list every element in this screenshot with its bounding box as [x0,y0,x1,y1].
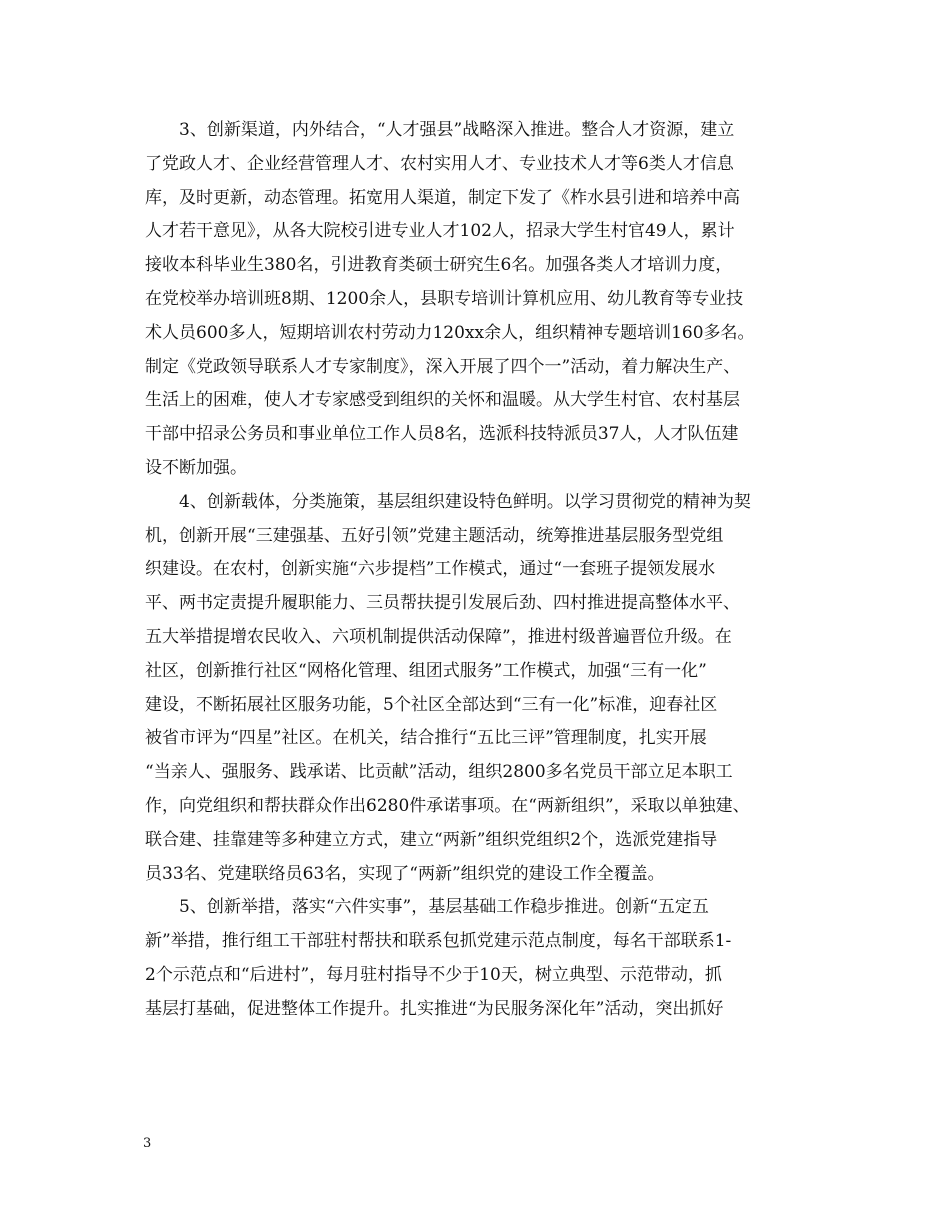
text-line: 4、创新载体，分类施策，基层组织建设特色鲜明。以学习贯彻党的精神为契 [179,491,751,512]
text-line: 人才若干意见》，从各大院校引进专业人才102人，招录大学生村官49人，累计 [145,221,735,242]
text-line: 设不断加强。 [145,457,247,478]
text-line: “当亲人、强服务、践承诺、比贡献”活动，组织2800多名党员干部立足本职工 [145,762,733,783]
text-line: 接收本科毕业生380名，引进教育类硕士研究生6名。加强各类人才培训力度， [145,255,733,276]
text-line: 社区，创新推行社区“网格化管理、组团式服务”工作模式，加强“三有一化” [145,660,707,681]
text-line: 联合建、挂靠建等多种建立方式，建立“两新”组织党组织2个，选派党建指导 [145,829,718,850]
text-line: 基层打基础，促进整体工作提升。扎实推进“为民服务深化年”活动，突出抓好 [145,998,724,1019]
text-line: 织建设。在农村，创新实施“六步提档”工作模式，通过“一套班子提领发展水 [145,559,716,580]
text-line: 制定《党政领导联系人才专家制度》，深入开展了四个一”活动，着力解决生产、 [145,356,741,377]
text-line: 5、创新举措，落实“六件实事”，基层基础工作稳步推进。创新“五定五 [179,897,709,918]
text-line: 3、创新渠道，内外结合，“人才强县”战略深入推进。整合人才资源，建立 [179,120,735,140]
text-line: 作，向党组织和帮扶群众作出6280件承诺事项。在“两新组织”，采取以单独建、 [145,795,750,816]
text-line: 建设，不断拓展社区服务功能，5个社区全部达到“三有一化”标准，迎春社区 [145,694,718,715]
text-line: 平、两书定责提升履职能力、三员帮扶提引发展后劲、四村推进提高整体水平、 [145,593,740,614]
page-number: 3 [143,1136,152,1151]
text-line: 库，及时更新，动态管理。拓宽用人渠道，制定下发了《柞水县引进和培养中高 [145,187,740,208]
text-line: 术人员600多人，短期培训农村劳动力120xx余人，组织精神专题培训160多名。 [145,322,755,343]
text-line: 在党校举办培训班8期、1200余人，县职专培训计算机应用、幼儿教育等专业技 [145,288,744,309]
text-line: 五大举措提增农民收入、六项机制提供活动保障”，推进村级普遍晋位升级。在 [145,626,732,647]
text-line: 员33名、党建联络员63名，实现了“两新”组织党的建设工作全覆盖。 [145,863,665,884]
text-line: 了党政人才、企业经营管理人才、农村实用人才、专业技术人才等6类人才信息 [145,153,734,174]
text-line: 被省市评为“四星”社区。在机关，结合推行“五比三评”管理制度，扎实开展 [145,728,707,749]
text-line: 新”举措，推行组工干部驻村帮扶和联系包抓党建示范点制度，每名干部联系1- [145,931,732,952]
body-text [145,114,815,1027]
text-line: 机，创新开展“三建强基、五好引领”党建主题活动，统筹推进基层服务型党组 [145,525,724,546]
text-line: 2个示范点和“后进村”，每月驻村指导不少于10天，树立典型、示范带动，抓 [145,964,722,985]
text-line: 干部中招录公务员和事业单位工作人员8名，选派科技特派员37人，人才队伍建 [145,424,739,445]
text-line: 生活上的困难，使人才专家感受到组织的关怀和温暖。从大学生村官、农村基层 [145,390,740,411]
